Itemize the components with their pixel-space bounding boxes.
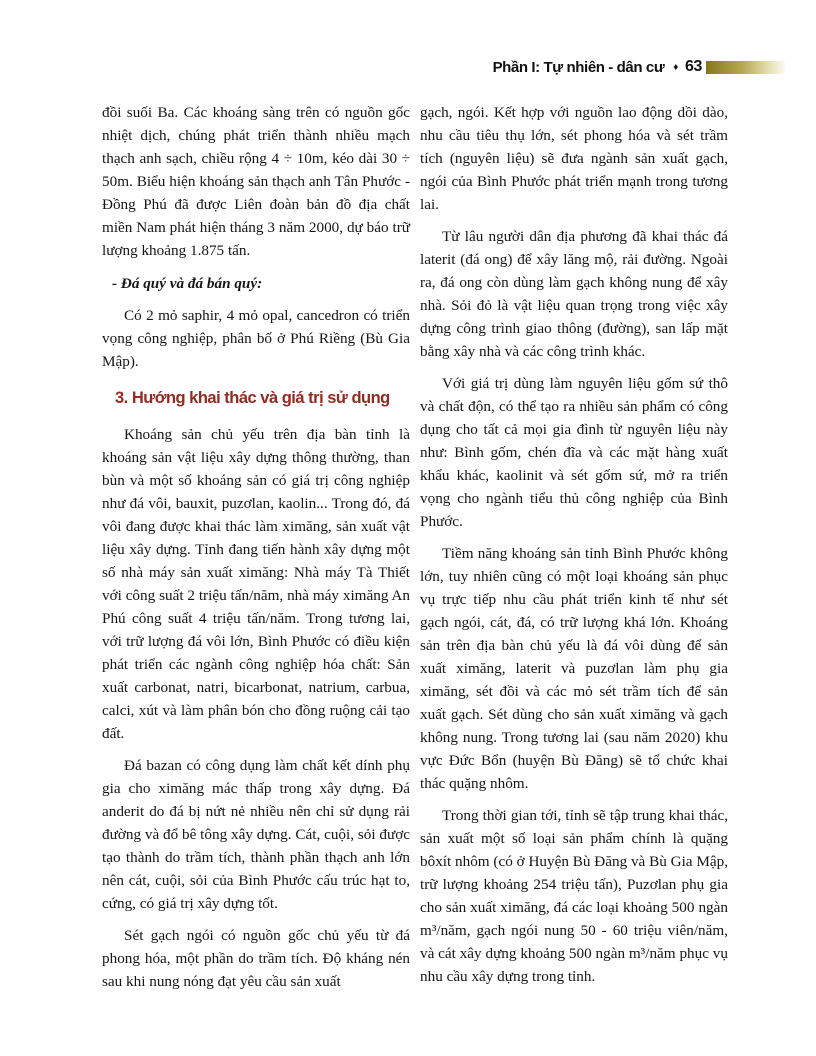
left-column bbox=[102, 101, 410, 1002]
gradient-bar bbox=[706, 61, 785, 74]
paragraph-continuation: gạch, ngói. Kết hợp với nguồn lao động dồi dào, nhu cầu tiêu thụ lớn, sét phong hóa và sét trầm tích (nguyên liệu) sẽ đưa ngành sản xuất gạch, ngói của Bình Phước phát triển mạnh trong tương lai. bbox=[420, 104, 728, 213]
header-title: Phần I: Tự nhiên - dân cư bbox=[492, 58, 665, 76]
subheading-gemstones: - Đá quý và đá bán quý: bbox=[112, 275, 263, 292]
paragraph-basalt: Đá bazan có công dụng làm chất kết dính phụ gia cho ximăng mác thấp trong xây dựng. Đá anderit do đá bị nứt nẻ nhiều nên chỉ sử dụng rải đường và đổ bê tông xây dựng. Cát, cuội, sỏi được tạo thành do trầm tích, thành phần thạch anh lớn nên cát, cuội, sỏi của Bình Phước cấu trúc hạt to, cứng, có giá trị xây dựng tốt. bbox=[102, 757, 410, 912]
paragraph-future: Trong thời gian tới, tỉnh sẽ tập trung khai thác, sản xuất một số loại sản phẩm chính là quặng bôxít nhôm (có ở Huyện Bù Đăng và Bù Gia Mập, trữ lượng khoảng 254 triệu tấn), Puzơlan phụ gia cho sản xuất ximăng, đá các loại khoảng 500 ngàn m³/năm, gạch ngói nung 50 - 60 triệu viên/năm, và cát xây dựng khoảng 500 ngàn m³/năm phục vụ nhu cầu xây dựng trong tỉnh. bbox=[420, 807, 728, 985]
paragraph-ceramics: Với giá trị dùng làm nguyên liệu gốm sứ thô và chất độn, có thể tạo ra nhiều sản phẩm có công dụng cho tất cả mọi gia đình từ nguyên liệu này như: Bình gốm, chén đĩa và các mặt hàng xuất khẩu khác, kaolinit và sét gốm sứ, mở ra triển vọng cho ngành tiểu thủ công nghiệp của Bình Phước. bbox=[420, 375, 728, 530]
page-header bbox=[493, 58, 785, 76]
diamond-icon: ♦ bbox=[673, 61, 678, 73]
paragraph-laterite: Từ lâu người dân địa phương đã khai thác đá laterit (đá ong) để xây lăng mộ, rải đường. Ngoài ra, đá ong còn dùng làm gạch không nung để xây nhà. Sỏi đỏ là vật liệu quan trọng trong việc xây dựng công trình giao thông (đường), san lấp mặt bằng xây nhà và các công trình khác. bbox=[420, 228, 728, 360]
paragraph-continuation: đồi suối Ba. Các khoáng sàng trên có nguồn gốc nhiệt dịch, chúng phát triển thành nhiều mạch thạch anh sạch, chiều rộng 4 ÷ 10m, kéo dài 30 ÷ 50m. Biểu hiện khoáng sản thạch anh Tân Phước - Đồng Phú đã được Liên đoàn bản đồ địa chất miền Nam phát hiện tháng 3 năm 2000, dự báo trữ lượng khoảng 1.875 tấn. bbox=[102, 104, 410, 259]
paragraph-clay: Sét gạch ngói có nguồn gốc chủ yếu từ đá phong hóa, một phần do trầm tích. Độ kháng nén sau khi nung nóng đạt yêu cầu sản xuất bbox=[102, 927, 410, 990]
section-heading: 3. Hướng khai thác và giá trị sử dụng bbox=[115, 389, 390, 407]
right-column bbox=[420, 101, 728, 997]
paragraph-minerals: Khoáng sản chủ yếu trên địa bàn tỉnh là khoáng sản vật liệu xây dựng thông thường, than bùn và một số khoáng sản có giá trị công nghiệp như đá vôi, bauxit, puzơlan, kaolin... Trong đó, đá vôi đang được khai thác làm ximăng, sản xuất vật liệu xây dựng. Tỉnh đang tiến hành xây dựng một số nhà máy sản xuất ximăng: Nhà máy Tà Thiết với công suất 2 triệu tấn/năm, nhà máy ximăng An Phú công suất 4 triệu tấn/năm. Trong tương lai, với trữ lượng đá vôi lớn, Bình Phước có điều kiện phát triển các ngành công nghiệp hóa chất: Sản xuất carbonat, natri, bicarbonat, natrium, carbua, calci, xút và làm phân bón cho đồng ruộng cải tạo đất. bbox=[102, 426, 410, 742]
paragraph-potential: Tiềm năng khoáng sản tỉnh Bình Phước không lớn, tuy nhiên cũng có một loại khoáng sản phục vụ trực tiếp nhu cầu phát triển kinh tế như sét gạch ngói, cát, đá, có trữ lượng khá lớn. Khoáng sản trên địa bàn chủ yếu là đá vôi dùng để sản xuất ximăng, laterit và puzơlan làm phụ gia ximăng, sét đồi và các mỏ sét trầm tích để sản xuất gạch. Sét dùng cho sản xuất ximăng và gạch không nung. Trong tương lai (sau năm 2020) khu vực Đức Bổn (huyện Bù Đăng) sẽ tổ chức khai thác quặng nhôm. bbox=[420, 545, 728, 792]
page-number: 63 bbox=[685, 58, 702, 75]
paragraph-gemstones: Có 2 mỏ saphir, 4 mỏ opal, cancedron có triển vọng công nghiệp, phân bố ở Phú Riềng (Bù Gia Mập). bbox=[102, 307, 410, 370]
